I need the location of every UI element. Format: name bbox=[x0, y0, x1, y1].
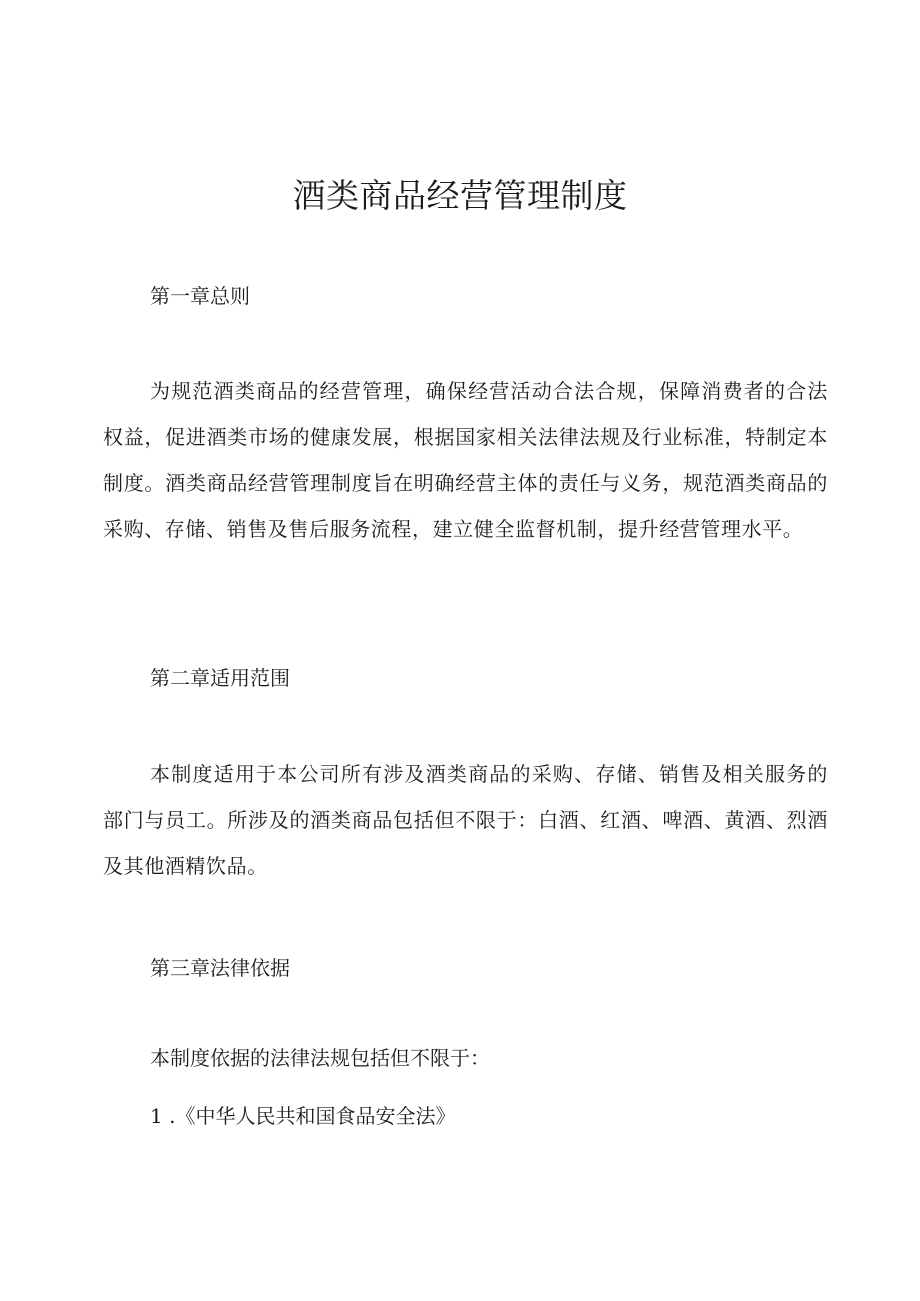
law-list-item: 1 .《中华人民共和国食品安全法》 bbox=[150, 1104, 456, 1128]
chapter-1-heading: 第一章总则 bbox=[150, 284, 250, 308]
chapter-3-heading: 第三章法律依据 bbox=[150, 956, 290, 980]
chapter-2-paragraph: 本制度适用于本公司所有涉及酒类商品的采购、存储、销售及相关服务的部门与员工。所涉及的酒类商品包括但不限于：白酒、红酒、啤酒、黄酒、烈酒及其他酒精饮品。 bbox=[103, 762, 828, 878]
chapter-2-heading: 第二章适用范围 bbox=[150, 666, 290, 690]
chapter-1-paragraph: 为规范酒类商品的经营管理，确保经营活动合法合规，保障消费者的合法权益，促进酒类市场的健康发展，根据国家相关法律法规及行业标准，特制定本制度。酒类商品经营管理制度旨在明确经营主体的责任与义务，规范酒类商品的采购、存储、销售及售后服务流程，建立健全监督机制，提升经营管理水平。 bbox=[103, 379, 828, 541]
document-title: 酒类商品经营管理制度 bbox=[292, 176, 628, 215]
chapter-3-intro: 本制度依据的法律法规包括但不限于： bbox=[150, 1046, 490, 1070]
